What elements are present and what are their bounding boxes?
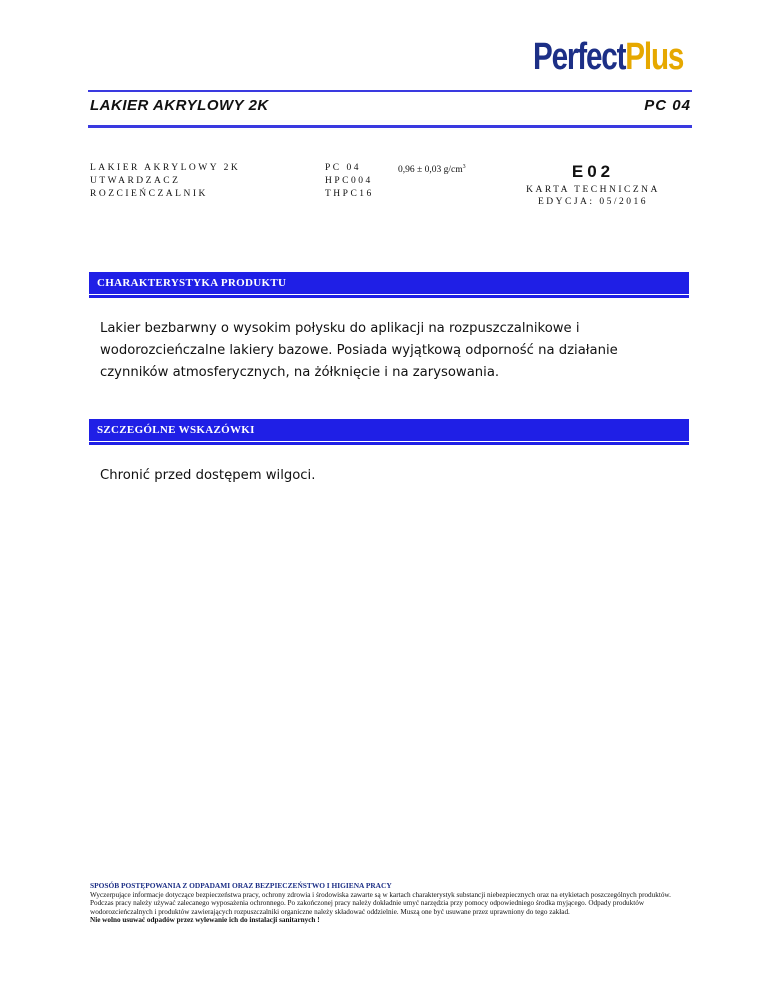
brand-logo bbox=[533, 38, 683, 76]
section-header-characteristics bbox=[89, 272, 689, 294]
density-unit-exponent: 3 bbox=[462, 164, 466, 170]
footer-body: Wyczerpujące informacje dotyczące bezpieczeństwa pracy, ochrony zdrowia i środowiska zawarte są w kartach charakterystyk substancji niebezpiecznych oraz na etykietach poszczególnych produktów. Podczas pracy należy używać zalecanego wyposażenia ochronnego. Po zakończonej pracy należy dokładnie umyć narzędzia przy pomocy odpowiedniego środka myjącego. Odpady produktów wodorozcieńczalnych i produktów zawierających rozpuszczalniki organiczne należy składować oddzielnie. Muszą one być usuwane przez uprawniony do tego zakład. bbox=[90, 890, 671, 916]
footer-heading: SPOSÓB POSTĘPOWANIA Z ODPADAMI ORAZ BEZPIECZEŃSTWO I HIGIENA PRACY bbox=[90, 881, 392, 890]
section-header-special-notes bbox=[89, 419, 689, 441]
component-code: THPC16 bbox=[325, 189, 374, 199]
product-code-header: PC 04 bbox=[644, 97, 691, 114]
component-codes bbox=[325, 162, 374, 201]
footer-warning: Nie wolno usuwać odpadów przez wylewanie ich do instalacji sanitarnych ! bbox=[90, 916, 320, 925]
component-code: PC 04 bbox=[325, 163, 361, 173]
section-title: SZCZEGÓLNE WSKAZÓWKI bbox=[97, 424, 255, 436]
brand-logo-part2: Plus bbox=[625, 36, 684, 78]
section-title: CHARAKTERYSTYKA PRODUKTU bbox=[97, 277, 287, 289]
component-name: UTWARDZACZ bbox=[90, 176, 181, 186]
product-title: LAKIER AKRYLOWY 2K bbox=[90, 97, 269, 114]
density-text: 0,96 ± 0,03 g/cm bbox=[398, 165, 463, 176]
footer-safety bbox=[90, 882, 694, 925]
document-type: KARTA TECHNICZNA bbox=[526, 185, 660, 195]
density-value bbox=[398, 164, 466, 175]
section-underline bbox=[89, 295, 689, 298]
document-type-block bbox=[500, 184, 686, 208]
component-names bbox=[90, 162, 240, 201]
document-edition: EDYCJA: 05/2016 bbox=[537, 197, 649, 207]
component-name: LAKIER AKRYLOWY 2K bbox=[90, 163, 241, 173]
header-rule-bottom bbox=[88, 125, 692, 128]
component-code: HPC004 bbox=[325, 176, 373, 186]
special-notes-text: Chronić przed dostępem wilgoci. bbox=[100, 468, 316, 483]
component-name: ROZCIEŃCZALNIK bbox=[90, 189, 208, 199]
header-rule-top bbox=[88, 90, 692, 92]
brand-logo-part1: Perfect bbox=[533, 36, 626, 78]
characteristics-text: Lakier bezbarwny o wysokim połysku do aplikacji na rozpuszczalnikowe i wodorozcieńczalne lakiery bazowe. Posiada wyjątkową odporność na działanie czynników atmosferycznych, na żółknięcie i na zarysowania. bbox=[100, 321, 618, 380]
section-underline bbox=[89, 442, 689, 445]
product-series-code: E02 bbox=[571, 162, 615, 181]
